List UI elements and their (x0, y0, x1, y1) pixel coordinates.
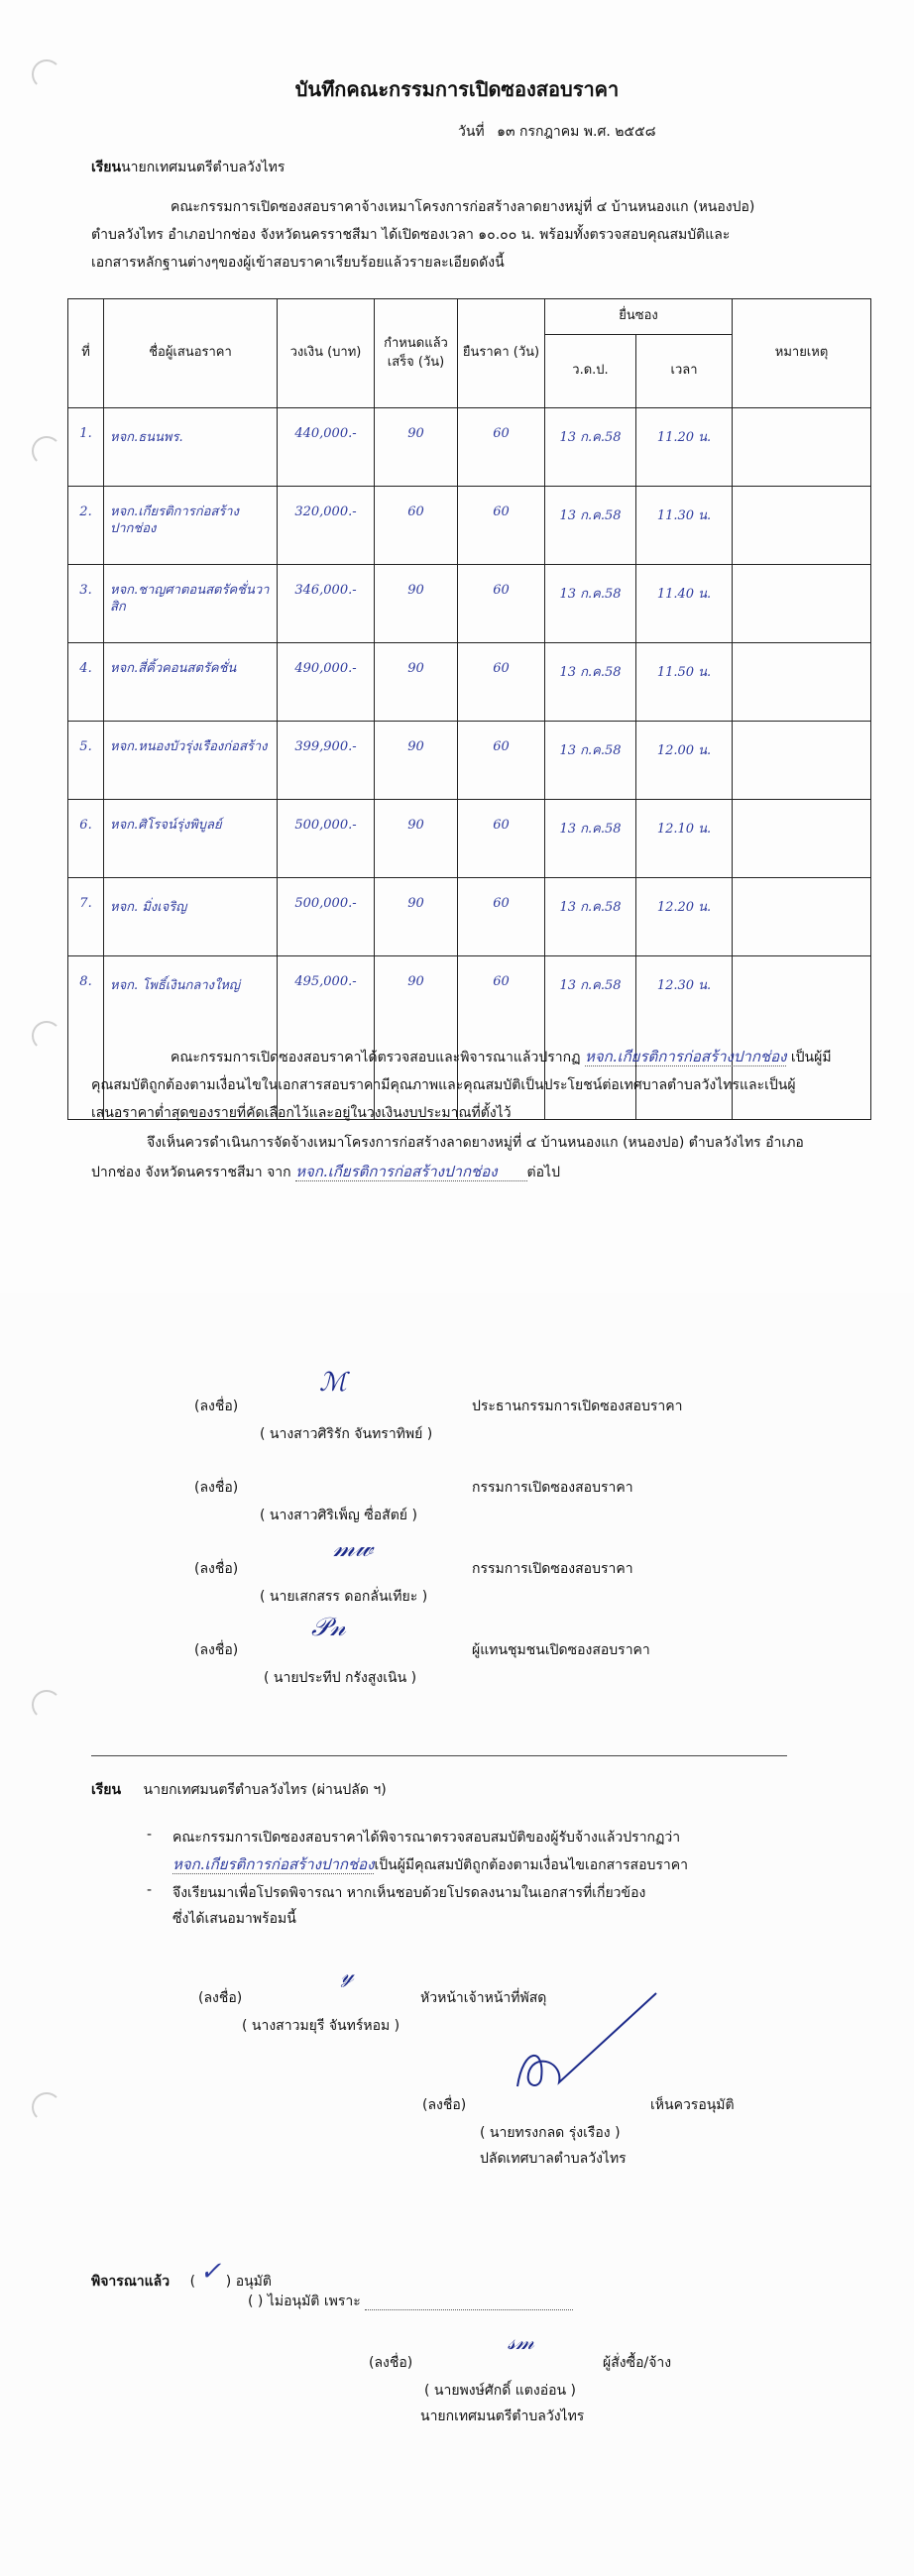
signer-name: ( นางสาวมยุรี จันทร์หอม ) (242, 2018, 400, 2034)
date-value: ๑๓ กรกฎาคม พ.ศ. ๒๕๕๘ (497, 124, 656, 140)
row-bidder: หจก.ธนนพร. (104, 408, 278, 487)
memo-addressee-value: นายกเทศมนตรีตำบลวังไทร (ผ่านปลัด ฯ) (143, 1782, 387, 1798)
date-label: วันที่ (458, 124, 485, 140)
row-amount: 399,900.- (278, 722, 375, 800)
row-deadline: 90 (375, 878, 458, 956)
row-time: 12.00 น. (636, 722, 733, 800)
signer-title: นายกเทศมนตรีตำบลวังไทร (420, 2408, 585, 2424)
row-no: 6. (68, 800, 104, 878)
memo-bullet-1-cont (172, 1852, 688, 1876)
divider (91, 1755, 787, 1756)
approve-text: อนุมัติ (235, 2274, 272, 2290)
sign-label: (ลงชื่อ) (422, 2097, 467, 2113)
approve-checkmark: ✓ (199, 2257, 222, 2287)
row-remarks (733, 878, 871, 956)
row-validity: 60 (458, 722, 545, 800)
row-time: 11.50 น. (636, 643, 733, 722)
deputy-signature (494, 1987, 672, 2096)
row-date: 13 ก.ค.58 (545, 800, 636, 878)
finding-line: คุณสมบัติถูกต้องตามเงื่อนไขในเอกสารสอบราคามีคุณภาพและคุณสมบัติเป็นประโยชน์ต่อเทศบาลตำบลวังไทรและเป็นผู้ (91, 1077, 796, 1093)
bid-table (67, 298, 871, 1120)
row-deadline: 90 (375, 565, 458, 643)
sign-label: (ลงชื่อ) (194, 1399, 239, 1414)
row-validity: 60 (458, 800, 545, 878)
bullet-mark: - (147, 1827, 153, 1843)
signer-role: กรรมการเปิดซองสอบราคา (472, 1480, 633, 1496)
row-amount: 346,000.- (278, 565, 375, 643)
row-time: 11.20 น. (636, 408, 733, 487)
approve-open: ( (189, 2274, 196, 2290)
row-bidder: หจก.สี่คิ้วคอนสตรัคชั่น (104, 643, 278, 722)
approval-label: พิจารณาแล้ว (91, 2274, 171, 2290)
row-time: 12.10 น. (636, 800, 733, 878)
sign-label: (ลงชื่อ) (194, 1561, 239, 1577)
memo-bullet-2: จึงเรียนมาเพื่อโปรดพิจารณา หากเห็นชอบด้วยโปรดลงนามในเอกสารที่เกี่ยวข้อง (172, 1885, 646, 1901)
signature-mark: 𝓂𝓌 (333, 1533, 374, 1563)
signature-mark: ℳ (319, 1368, 347, 1398)
bullet-mark: - (147, 1882, 153, 1898)
reject-text: ไม่อนุมัติ เพราะ (267, 2294, 361, 2309)
recommendation-line: จึงเห็นควรดำเนินการจัดจ้างเหมาโครงการก่อสร้างลาดยางหมู่ที่ ๔ บ้านหนองแก (หนองปอ) ตำบลวังไทร อำเภอ (147, 1135, 804, 1151)
signer-name: ( นางสาวศิริรัก จันทราทิพย์ ) (260, 1426, 433, 1442)
signer-role: ผู้สั่งซื้อ/จ้าง (603, 2355, 672, 2371)
row-no: 8. (68, 956, 104, 1120)
row-time: 11.40 น. (636, 565, 733, 643)
approval-line (91, 2257, 272, 2293)
row-date: 13 ก.ค.58 (545, 643, 636, 722)
row-validity: 60 (458, 643, 545, 722)
row-no: 3. (68, 565, 104, 643)
row-bidder: หจก.ชาญศาตอนสตรัคชั่นวาสิก (104, 565, 278, 643)
row-deadline: 60 (375, 487, 458, 565)
punch-hole (32, 2092, 61, 2122)
row-date: 13 ก.ค.58 (545, 408, 636, 487)
finding-suffix: เป็นผู้มี (790, 1050, 832, 1065)
sign-label: (ลงชื่อ) (198, 1990, 243, 2006)
row-bidder: หจก. มิ่งเจริญ (104, 878, 278, 956)
header-deadline: กำหนดแล้วเสร็จ (วัน) (375, 299, 458, 408)
recommendation-line (91, 1160, 560, 1183)
header-validity: ยืนราคา (วัน) (458, 299, 545, 408)
header-no: ที่ (68, 299, 104, 408)
table-row (68, 878, 871, 956)
reject-box: ( ) (248, 2294, 264, 2309)
table-row (68, 800, 871, 878)
row-validity: 60 (458, 956, 545, 1120)
signer-role: ผู้แทนชุมชนเปิดซองสอบราคา (472, 1642, 650, 1658)
row-no: 5. (68, 722, 104, 800)
header-amount: วงเงิน (บาท) (278, 299, 375, 408)
signer-role: เห็นควรอนุมัติ (650, 2097, 735, 2113)
row-date: 13 ก.ค.58 (545, 956, 636, 1120)
header-remarks: หมายเหตุ (733, 299, 871, 408)
punch-hole (32, 436, 61, 466)
signer-title: ปลัดเทศบาลตำบลวังไทร (480, 2151, 627, 2167)
row-amount: 440,000.- (278, 408, 375, 487)
finding-bidder-name: หจก.เกียรติการก่อสร้างปากช่อง (584, 1048, 787, 1065)
table-row (68, 643, 871, 722)
table-row (68, 487, 871, 565)
memo-bullet-1-suffix: เป็นผู้มีคุณสมบัติถูกต้องตามเงื่อนไขเอกสารสอบราคา (374, 1857, 688, 1873)
memo-bidder-name: หจก.เกียรติการก่อสร้างปากช่อง (172, 1855, 375, 1873)
row-bidder: หจก. โพธิ์เงินกลางใหญ่ (104, 956, 278, 1120)
row-no: 4. (68, 643, 104, 722)
header-submitted: ยื่นซอง (545, 299, 733, 335)
reject-line (248, 2291, 573, 2312)
row-bidder: หจก.เกียรติการก่อสร้างปากช่อง (104, 487, 278, 565)
row-remarks (733, 487, 871, 565)
row-date: 13 ก.ค.58 (545, 565, 636, 643)
row-remarks (733, 408, 871, 487)
signature-mark: 𝓈𝓂 (508, 2330, 534, 2355)
row-amount: 495,000.- (278, 956, 375, 1120)
memo-addressee-label: เรียน (91, 1782, 122, 1798)
row-date: 13 ก.ค.58 (545, 722, 636, 800)
row-time: 11.30 น. (636, 487, 733, 565)
header-time: เวลา (636, 335, 733, 408)
punch-hole (32, 1690, 61, 1720)
row-no: 2. (68, 487, 104, 565)
date-line (458, 121, 656, 143)
row-amount: 490,000.- (278, 643, 375, 722)
row-validity: 60 (458, 487, 545, 565)
reject-reason-blank (365, 2294, 573, 2310)
row-time: 12.20 น. (636, 878, 733, 956)
intro-line: เอกสารหลักฐานต่างๆของผู้เข้าสอบราคาเรียบร้อยแล้วรายละเอียดดังนี้ (91, 255, 505, 271)
header-bidder: ชื่อผู้เสนอราคา (104, 299, 278, 408)
row-deadline: 90 (375, 956, 458, 1120)
row-time: 12.30 น. (636, 956, 733, 1120)
finding-text: คณะกรรมการเปิดซองสอบราคาได้ตรวจสอบและพิจารณาแล้วปรากฏ (171, 1050, 581, 1065)
signature-mark: 𝒫𝓃 (311, 1613, 346, 1642)
row-remarks (733, 565, 871, 643)
signer-name: ( นางสาวศิริเพ็ญ ซื่อสัตย์ ) (260, 1508, 417, 1523)
row-no: 7. (68, 878, 104, 956)
sign-label: (ลงชื่อ) (194, 1642, 239, 1658)
row-amount: 320,000.- (278, 487, 375, 565)
row-bidder: หจก.ศิโรจน์รุ่งพิบูลย์ (104, 800, 278, 878)
table-row (68, 408, 871, 487)
recommendation-text: ปากช่อง จังหวัดนครราชสีมา จาก (91, 1165, 291, 1180)
intro-line: ตำบลวังไทร อำเภอปากช่อง จังหวัดนครราชสีมา ได้เปิดซองเวลา ๑๐.๐๐ น. พร้อมทั้งตรวจสอบคุณสมบัติและ (91, 227, 731, 243)
sign-label: (ลงชื่อ) (369, 2355, 413, 2371)
row-deadline: 90 (375, 800, 458, 878)
row-amount: 500,000.- (278, 878, 375, 956)
memo-addressee-line (91, 1779, 387, 1801)
memo-bullet-1: คณะกรรมการเปิดซองสอบราคาได้พิจารณาตรวจสอบสมบัติของผู้รับจ้างแล้วปรากฏว่า (172, 1830, 681, 1846)
row-bidder: หจก.หนองบัวรุ่งเรืองก่อสร้าง (104, 722, 278, 800)
intro-line: คณะกรรมการเปิดซองสอบราคาจ้างเหมาโครงการก่อสร้างลาดยางหมู่ที่ ๔ บ้านหนองแก (หนองปอ) (171, 199, 755, 215)
signer-role: กรรมการเปิดซองสอบราคา (472, 1561, 633, 1577)
row-remarks (733, 722, 871, 800)
row-deadline: 90 (375, 722, 458, 800)
recommendation-suffix: ต่อไป (526, 1165, 560, 1180)
finding-line (171, 1045, 832, 1068)
signer-name: ( นายพงษ์ศักดิ์ แตงอ่อน ) (424, 2383, 576, 2399)
approve-close: ) (225, 2274, 232, 2290)
row-no: 1. (68, 408, 104, 487)
memo-bullet-2-cont: ซึ่งได้เสนอมาพร้อมนี้ (172, 1911, 296, 1927)
header-date: ว.ด.ป. (545, 335, 636, 408)
row-deadline: 90 (375, 408, 458, 487)
signature-mark: 𝓎 (341, 1963, 354, 1988)
addressee-line (91, 157, 285, 178)
addressee-value: นายกเทศมนตรีตำบลวังไทร (121, 160, 286, 175)
signer-name: ( นายเสกสรร ดอกลั่นเทียะ ) (260, 1589, 428, 1605)
row-validity: 60 (458, 565, 545, 643)
signer-role: หัวหน้าเจ้าหน้าที่พัสดุ (420, 1990, 547, 2006)
row-date: 13 ก.ค.58 (545, 878, 636, 956)
signer-name: ( นายประทีป กรังสูงเนิน ) (264, 1670, 417, 1686)
row-date: 13 ก.ค.58 (545, 487, 636, 565)
signer-name: ( นายทรงกลด รุ่งเรือง ) (480, 2125, 621, 2141)
sign-label: (ลงชื่อ) (194, 1480, 239, 1496)
row-validity: 60 (458, 878, 545, 956)
table-row (68, 722, 871, 800)
finding-line: เสนอราคาต่ำสุดของรายที่คัดเลือกไว้และอยู่ในวงเงินงบประมาณที่ตั้งไว้ (91, 1105, 512, 1121)
table-row (68, 565, 871, 643)
addressee-label: เรียน (91, 160, 122, 175)
row-remarks (733, 800, 871, 878)
row-remarks (733, 643, 871, 722)
row-validity: 60 (458, 408, 545, 487)
row-deadline: 90 (375, 643, 458, 722)
punch-hole (32, 1021, 61, 1051)
signer-role: ประธานกรรมการเปิดซองสอบราคา (472, 1399, 683, 1414)
row-amount: 500,000.- (278, 800, 375, 878)
document-title: บันทึกคณะกรรมการเปิดซองสอบราคา (294, 77, 620, 101)
page-2 (0, 1293, 914, 2576)
recommendation-bidder-name: หจก.เกียรติการก่อสร้างปากช่อง (295, 1163, 526, 1181)
